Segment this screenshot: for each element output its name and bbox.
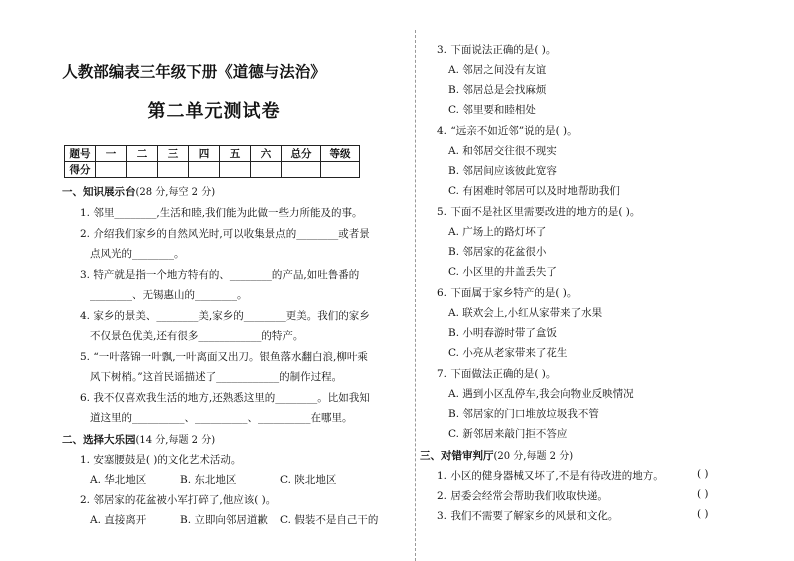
s2-q4: 4. “远亲不如近邻”说的是( )。 xyxy=(437,125,578,137)
s1-line-10: 6. 我不仅喜欢我生活的地方,还熟悉这里的________。比如我知 xyxy=(80,392,370,404)
s3-answer-1[interactable]: ( ) xyxy=(697,468,709,480)
score-cell: 六 xyxy=(251,146,282,162)
s2-q1-opt-a[interactable]: A. 华北地区 xyxy=(90,474,147,486)
s2-q3-opt-c[interactable]: C. 邻里要和睦相处 xyxy=(448,104,536,116)
score-cell: 题号 xyxy=(65,146,96,162)
s2-q6-opt-a[interactable]: A. 联欢会上,小红从家带来了水果 xyxy=(448,307,603,319)
s2-q4-opt-b[interactable]: B. 邻居间应该彼此宽容 xyxy=(448,165,557,177)
section2-title: 二、选择大乐园 xyxy=(62,434,136,446)
score-cell: 五 xyxy=(220,146,251,162)
s3-item-1: 1. 小区的健身器械又坏了,不是有待改进的地方。 xyxy=(437,470,664,482)
score-table-score-row xyxy=(65,162,360,178)
s3-answer-3[interactable]: ( ) xyxy=(697,508,709,520)
s1-line-1: 1. 邻里________,生活和睦,我们能为此做一些力所能及的事。 xyxy=(80,207,363,219)
s1-line-9: 风下树梢。”这首民谣描述了____________的制作过程。 xyxy=(90,371,343,383)
s2-q5: 5. 下面不是社区里需要改进的地方的是( )。 xyxy=(437,206,641,218)
s1-line-7: 不仅景色优美,还有很多____________的特产。 xyxy=(90,330,304,342)
s2-q1-opt-c[interactable]: C. 陕北地区 xyxy=(280,474,337,486)
section2-heading xyxy=(62,431,215,447)
section3-title: 三、对错审判厅 xyxy=(420,450,494,462)
s2-q2-opt-a[interactable]: A. 直接离开 xyxy=(90,514,147,526)
section1-title: 一、知识展示台 xyxy=(62,186,136,198)
s2-q7-opt-b[interactable]: B. 邻居家的门口堆放垃圾我不管 xyxy=(448,408,599,420)
s2-q2-opt-c[interactable]: C. 假装不是自己干的 xyxy=(280,514,379,526)
s2-q6-opt-c[interactable]: C. 小亮从老家带来了花生 xyxy=(448,347,568,359)
s2-q6: 6. 下面属于家乡特产的是( )。 xyxy=(437,287,578,299)
score-table xyxy=(64,145,360,178)
section1-heading xyxy=(62,183,215,199)
s1-line-2: 2. 介绍我们家乡的自然风光时,可以收集景点的________或者景 xyxy=(80,228,370,240)
paper-title: 人教部编表三年级下册《道德与法治》 xyxy=(62,62,326,81)
section1-note: (28 分,每空 2 分) xyxy=(135,187,216,198)
s2-q1: 1. 安塞腰鼓是( )的文化艺术活动。 xyxy=(80,454,242,466)
s2-q6-opt-b[interactable]: B. 小明春游时带了盒饭 xyxy=(448,327,557,339)
score-input-cell[interactable] xyxy=(321,162,360,178)
s2-q7: 7. 下面做法正确的是( )。 xyxy=(437,368,557,380)
score-cell: 一 xyxy=(96,146,127,162)
score-table-header-row xyxy=(65,146,360,162)
score-input-cell[interactable] xyxy=(251,162,282,178)
s1-line-4: 3. 特产就是指一个地方特有的、________的产品,如吐鲁番的 xyxy=(80,269,360,281)
score-cell: 二 xyxy=(127,146,158,162)
score-input-cell[interactable] xyxy=(189,162,220,178)
s3-answer-2[interactable]: ( ) xyxy=(697,488,709,500)
s1-line-11: 道这里的__________、__________、__________在哪里。 xyxy=(90,412,353,424)
s2-q5-opt-c[interactable]: C. 小区里的井盖丢失了 xyxy=(448,266,557,278)
s2-q3: 3. 下面说法正确的是( )。 xyxy=(437,44,557,56)
s2-q7-opt-a[interactable]: A. 遇到小区乱停车,我会向物业反映情况 xyxy=(448,388,634,400)
s2-q2: 2. 邻居家的花盆被小军打碎了,他应该( )。 xyxy=(80,494,277,506)
score-input-cell[interactable] xyxy=(220,162,251,178)
s2-q1-opt-b[interactable]: B. 东北地区 xyxy=(180,474,237,486)
score-cell: 三 xyxy=(158,146,189,162)
s2-q5-opt-b[interactable]: B. 邻居家的花盆很小 xyxy=(448,246,547,258)
s3-item-3: 3. 我们不需要了解家乡的风景和文化。 xyxy=(437,510,619,522)
score-cell: 得分 xyxy=(65,162,96,178)
score-cell: 等级 xyxy=(321,146,360,162)
s2-q7-opt-c[interactable]: C. 新邻居来敲门拒不答应 xyxy=(448,428,568,440)
section3-heading xyxy=(420,447,573,463)
score-input-cell[interactable] xyxy=(158,162,189,178)
s1-line-6: 4. 家乡的景美、________美,家乡的________更美。我们的家乡 xyxy=(80,310,370,322)
score-input-cell[interactable] xyxy=(96,162,127,178)
section3-note: (20 分,每题 2 分) xyxy=(493,451,574,462)
s1-line-8: 5. “一叶落锦一叶飘,一叶离面又出刀。银鱼落水翻白浪,柳叶乘 xyxy=(80,351,368,363)
score-cell: 四 xyxy=(189,146,220,162)
s2-q2-opt-b[interactable]: B. 立即向邻居道歉 xyxy=(180,514,268,526)
s3-item-2: 2. 居委会经常会帮助我们收取快递。 xyxy=(437,490,608,502)
s1-line-3: 点风光的________。 xyxy=(90,248,185,260)
score-cell: 总分 xyxy=(282,146,321,162)
section2-note: (14 分,每题 2 分) xyxy=(135,435,216,446)
s2-q5-opt-a[interactable]: A. 广场上的路灯坏了 xyxy=(448,226,547,238)
score-input-cell[interactable] xyxy=(282,162,321,178)
s2-q3-opt-a[interactable]: A. 邻居之间没有友谊 xyxy=(448,64,547,76)
s2-q4-opt-a[interactable]: A. 和邻居交往很不现实 xyxy=(448,145,557,157)
score-input-cell[interactable] xyxy=(127,162,158,178)
s1-line-5: ________、无锡惠山的________。 xyxy=(90,289,248,301)
paper-subtitle: 第二单元测试卷 xyxy=(147,101,281,122)
s2-q4-opt-c[interactable]: C. 有困难时邻居可以及时地帮助我们 xyxy=(448,185,620,197)
s2-q3-opt-b[interactable]: B. 邻居总是会找麻烦 xyxy=(448,84,547,96)
